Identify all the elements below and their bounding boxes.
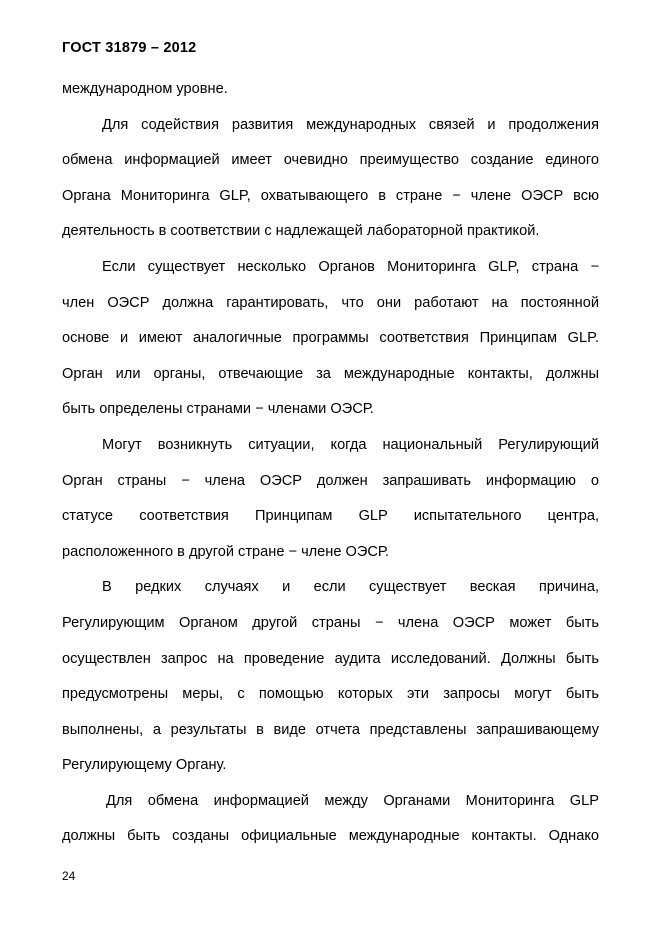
text-line: член ОЭСР должна гарантировать, что они работают на постоянной bbox=[62, 294, 599, 311]
text-line: Регулирующим Органом другой страны − члена ОЭСР может быть bbox=[62, 614, 599, 631]
text-line: обмена информацией имеет очевидно преимущество создание единого bbox=[62, 152, 599, 169]
text-line: осуществлен запрос на проведение аудита исследований. Должны быть bbox=[62, 650, 599, 667]
paragraph-first-line: В редких случаях и если существует веская причина, bbox=[102, 579, 599, 596]
text-line: Орган страны − члена ОЭСР должен запрашивать информацию о bbox=[62, 472, 599, 489]
text-line: статусе соответствия Принципам GLP испытательного центра, bbox=[62, 508, 599, 525]
document-body bbox=[62, 72, 599, 855]
text-line: быть определены странами − членами ОЭСР. bbox=[62, 401, 374, 418]
paragraph-first-line: Для обмена информацией между Органами Мониторинга GLP bbox=[106, 792, 599, 809]
text-line: выполнены, а результаты в виде отчета представлены запрашивающему bbox=[62, 721, 599, 738]
text-line: международном уровне. bbox=[62, 81, 228, 97]
text-line: предусмотрены меры, с помощью которых эти запросы могут быть bbox=[62, 686, 599, 703]
text-line: должны быть созданы официальные международные контакты. Однако bbox=[62, 828, 599, 845]
paragraph-first-line: Могут возникнуть ситуации, когда национальный Регулирующий bbox=[102, 436, 599, 453]
text-line: расположенного в другой стране − члене ОЭСР. bbox=[62, 543, 389, 560]
paragraph-first-line: Если существует несколько Органов Мониторинга GLP, страна − bbox=[102, 258, 599, 275]
text-line: Органа Мониторинга GLP, охватывающего в стране − члене ОЭСР всю bbox=[62, 187, 599, 204]
paragraph-first-line: Для содействия развития международных связей и продолжения bbox=[102, 116, 599, 133]
page-number: 24 bbox=[62, 869, 76, 883]
text-line: Регулирующему Органу. bbox=[62, 757, 227, 774]
document-header-title: ГОСТ 31879 – 2012 bbox=[62, 40, 197, 56]
text-line: основе и имеют аналогичные программы соответствия Принципам GLP. bbox=[62, 330, 599, 347]
text-line: Орган или органы, отвечающие за международные контакты, должны bbox=[62, 365, 599, 382]
text-line: деятельность в соответствии с надлежащей лабораторной практикой. bbox=[62, 223, 540, 240]
